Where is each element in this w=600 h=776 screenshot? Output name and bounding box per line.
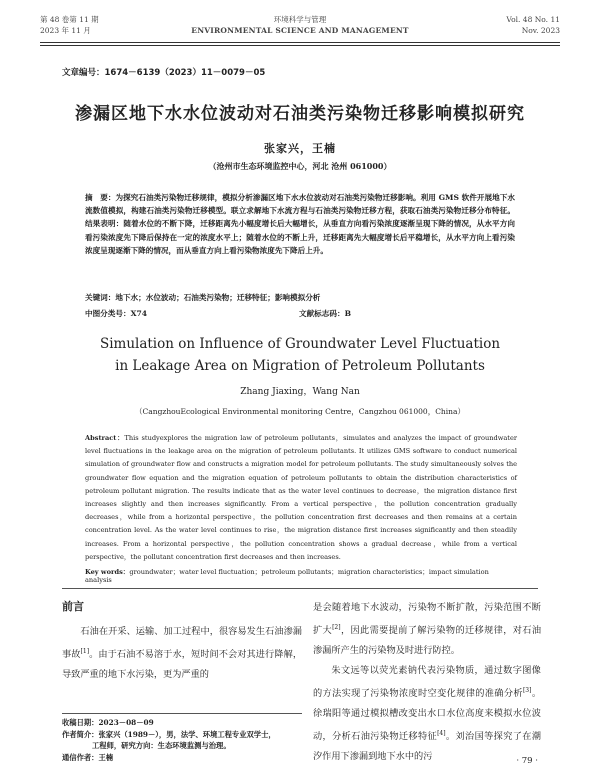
authors-en: Zhang Jiaxing，Wang Nan [240, 387, 360, 397]
footnote-author [62, 729, 302, 741]
title-en-line2: in Leakage Area on Migration of Petroleum Pollutants [115, 358, 485, 374]
footnote-author-line1: 张家兴（1989－），男，法学、环境工程专业双学士， [98, 729, 276, 739]
authors-cn: 张家兴，王楠 [264, 142, 336, 155]
section-heading-preface: 前言 [62, 600, 84, 613]
journal-name-en: ENVIRONMENTAL SCIENCE AND MANAGEMENT [191, 26, 409, 35]
keywords-cn [85, 292, 515, 303]
footnote-received: 收稿日期：2023－08－09 [62, 718, 154, 727]
left-text-a: 石油在开采、运输、加工过程中，很容易发生石油渗漏事故 [62, 626, 302, 661]
paper-title-en [0, 333, 600, 377]
running-header [0, 14, 600, 44]
right-p2-c: 。刘治国等探究了在潮汐作用下渗漏到地下水中的污 [313, 731, 542, 763]
abstract-cn-label: 摘 要： [85, 193, 116, 202]
journal-name-cn: 环境科学与管理 [273, 15, 327, 24]
affiliation-cn: （沧州市生态环境监控中心，河北 沧州 061000） [208, 161, 392, 171]
header-date-en: Nov. 2023 [521, 26, 560, 35]
right-p1-b: ，因此需要提前了解污染物的迁移规律，对石油渗漏所产生的污染物及时进行防控。 [313, 625, 542, 657]
abstract-en-text: This studyexplores the migration law of petroleum pollutants，simulates and analyzes the impact of groundwater level fluctuations in the leakage area on the migration of petroleum pollutants. It utilizes GMS software to conduct numerical simulation of groundwater flow and constructs a migration model for petroleum pollutants. The study simultaneously solves the groundwater flow equation and the migration equation of petroleum pollutants to obtain the distribution characteristics of petroleum pollutant migration. The results indicate that as the water level continues to decrease，the migration distance first increases slightly and then increases significantly. From a vertical perspective，the pollution concentration gradually decreases，while from a horizontal perspective，the pollution concentration first decreases and then remains at a certain concentration level. As the water level continues to rise，the migration distance first increases significantly and then steadily increases. From a horizontal perspective，the pollution concentration shows a gradual decrease，while from a vertical perspective，the pollutant concentration first decreases and then increases. [85, 434, 517, 561]
footnotes [62, 717, 302, 763]
right-p1-a: 是会随着地下水波动，污染物不断扩散，污染范围不断扩大 [313, 602, 541, 637]
right-p2-b: 。徐瑞阳等通过模拟槽改变出水口水位高度来模拟水位波动，分析石油污染物迁移特征 [313, 688, 542, 743]
citation-ref[interactable]: [2] [332, 624, 341, 631]
footnote-rule [62, 713, 302, 714]
abstract-cn-text: 为探究石油类污染物迁移规律，模拟分析渗漏区地下水水位波动对石油类污染物迁移影响。利用 GMS 软件开展地下水流数值模拟，构建石油类污染物迁移模型。联立求解地下水流方程与石油类污染物迁移方程，获取石油类污染物迁移分布特征。结果表明：随着水位的不断下降，迁移距离先小幅度增长后大幅增长，从垂直方向看污染浓度逐渐呈现下降的情况，从水平方向看污染浓度先下降后保持在一定的浓度水平上；随着水位的不断上升，迁移距离先大幅度增长后平稳增长，从水平方向上看污染浓度呈现逐渐下降的情况，而从垂直方向上看污染物浓度先下降后上升。 [85, 193, 515, 255]
left-text-b: 。由于石油不易溶于水，短时间不会对其进行降解，导致严重的地下水污染，更为严重的 [62, 649, 303, 681]
body-paragraph-right-2 [313, 661, 541, 767]
right-p2-a: 朱文远等以荧光素钠代表污染物质，通过数字图像的方法实现了污染物浓度时空变化规律的准确分析 [313, 665, 541, 700]
header-rule-thick [40, 42, 560, 43]
right-column [313, 598, 541, 767]
keywords-cn-text: 地下水；水位波动；石油类污染物；迁移特征；影响模拟分析 [115, 293, 321, 302]
clc-label: 中图分类号： [85, 309, 131, 318]
header-volume-info-en [506, 14, 560, 36]
paper-title-cn: 渗漏区地下水水位波动对石油类污染物迁移影响模拟研究 [75, 104, 525, 124]
abstract-en [85, 432, 517, 564]
header-rule-thin [40, 45, 560, 46]
section-divider [62, 588, 538, 589]
doc-code-group [299, 308, 351, 319]
footnote-author-line2: 工程师，研究方向：生态环境监测与治理。 [92, 741, 231, 750]
classification-cn [85, 308, 515, 319]
article-number: 文章编号：1674－6139（2023）11－0079－05 [62, 68, 266, 78]
left-column [62, 598, 302, 685]
keywords-en-label: Key words： [85, 568, 130, 576]
footnote-author-label: 作者简介： [62, 729, 99, 739]
abstract-cn [85, 191, 515, 257]
abstract-en-label: Abstract： [85, 434, 125, 442]
body-paragraph-right-1 [313, 598, 541, 661]
footnote-corresponding: 通信作者：王楠 [62, 752, 114, 762]
header-volume: 第 48 卷第 11 期 [40, 15, 99, 24]
keywords-en-text: groundwater；water level fluctuation；petroleum pollutants；migration characteristics；impact simulation analysis [85, 568, 489, 584]
doc-code: B [344, 309, 351, 318]
page-number: · 79 · [516, 756, 538, 766]
title-en-line1: Simulation on Influence of Groundwater Level Fluctuation [99, 336, 501, 352]
keywords-cn-label: 关键词： [85, 293, 116, 302]
keywords-en [85, 566, 517, 584]
header-date-cn: 2023 年 11 月 [40, 26, 91, 35]
citation-ref[interactable]: [4] [437, 730, 446, 738]
body-paragraph-left [62, 622, 302, 685]
header-volume-en: Vol. 48 No. 11 [506, 15, 560, 24]
affiliation-en: （CangzhouEcological Environmental monitoring Centre，Cangzhou 061000，China） [135, 407, 465, 416]
clc-code: X74 [130, 309, 148, 318]
citation-ref[interactable]: [3] [522, 687, 532, 695]
doc-code-label: 文献标志码： [299, 309, 345, 318]
citation-ref[interactable]: [1] [80, 648, 90, 655]
